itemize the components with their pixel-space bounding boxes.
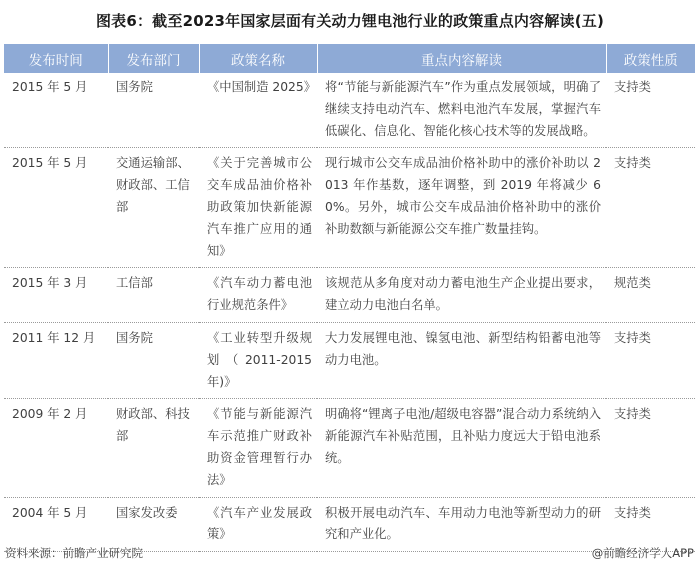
cell-content: 现行城市公交车成品油价格补助中的涨价补助以 2013 年作基数，逐年调整，到 2019 年将减少 60%。另外，城市公交车成品油价格补助中的涨价补助数额与新能源公交车推广数量挂钩。 — [317, 148, 606, 268]
table-row — [4, 322, 695, 398]
table-row — [4, 148, 695, 268]
header-date: 发布时间 — [4, 44, 108, 73]
cell-dept: 交通运输部、财政部、工信部 — [108, 148, 199, 268]
cell-nature: 支持类 — [606, 73, 695, 148]
header-dept: 发布部门 — [108, 44, 199, 73]
cell-policy: 《汽车动力蓄电池行业规范条件》 — [199, 268, 317, 323]
cell-policy: 《节能与新能源汽车示范推广财政补助资金管理暂行办法》 — [199, 399, 317, 497]
cell-content: 将“节能与新能源汽车”作为重点发展领域，明确了继续支持电动汽车、燃料电池汽车发展，掌握汽车低碳化、信息化、智能化核心技术等的发展战略。 — [317, 73, 606, 148]
cell-nature: 支持类 — [606, 497, 695, 552]
cell-policy: 《汽车产业发展政策》 — [199, 497, 317, 552]
cell-dept: 国务院 — [108, 73, 199, 148]
cell-content: 积极开展电动汽车、车用动力电池等新型动力的研究和产业化。 — [317, 497, 606, 552]
cell-content: 大力发展锂电池、镍氢电池、新型结构铅蓄电池等动力电池。 — [317, 322, 606, 398]
table-header-row — [4, 44, 695, 73]
cell-nature: 支持类 — [606, 322, 695, 398]
cell-policy: 《工业转型升级规划 （ 2011-2015 年)》 — [199, 322, 317, 398]
cell-nature: 支持类 — [606, 399, 695, 497]
cell-content: 明确将“锂离子电池/超级电容器”混合动力系统纳入新能源汽车补贴范围，且补贴力度远大于铅电池系统。 — [317, 399, 606, 497]
cell-date: 2009 年 2 月 — [4, 399, 108, 497]
cell-policy: 《中国制造 2025》 — [199, 73, 317, 148]
cell-nature: 支持类 — [606, 148, 695, 268]
footer — [0, 545, 700, 563]
cell-date: 2011 年 12 月 — [4, 322, 108, 398]
cell-dept: 国家发改委 — [108, 497, 199, 552]
table-row — [4, 497, 695, 552]
cell-date: 2015 年 3 月 — [4, 268, 108, 323]
cell-dept: 工信部 — [108, 268, 199, 323]
header-content: 重点内容解读 — [317, 44, 606, 73]
figure-title: 图表6：截至2023年国家层面有关动力锂电池行业的政策重点内容解读(五) — [95, 12, 605, 30]
table-row — [4, 73, 695, 148]
cell-nature: 规范类 — [606, 268, 695, 323]
cell-date: 2015 年 5 月 — [4, 73, 108, 148]
policy-table — [4, 44, 695, 552]
table-row — [4, 399, 695, 497]
cell-date: 2015 年 5 月 — [4, 148, 108, 268]
policy-table-container — [4, 44, 695, 552]
cell-dept: 国务院 — [108, 322, 199, 398]
cell-content: 该规范从多角度对动力蓄电池生产企业提出要求，建立动力电池白名单。 — [317, 268, 606, 323]
brand-credit: @前瞻经济学人APP — [591, 546, 694, 560]
cell-dept: 财政部、科技部 — [108, 399, 199, 497]
table-row — [4, 268, 695, 323]
header-policy: 政策名称 — [199, 44, 317, 73]
source-note: 资料来源：前瞻产业研究院 — [5, 546, 143, 560]
header-nature: 政策性质 — [606, 44, 695, 73]
cell-policy: 《关于完善城市公交车成品油价格补助政策加快新能源汽车推广应用的通知》 — [199, 148, 317, 268]
cell-date: 2004 年 5 月 — [4, 497, 108, 552]
